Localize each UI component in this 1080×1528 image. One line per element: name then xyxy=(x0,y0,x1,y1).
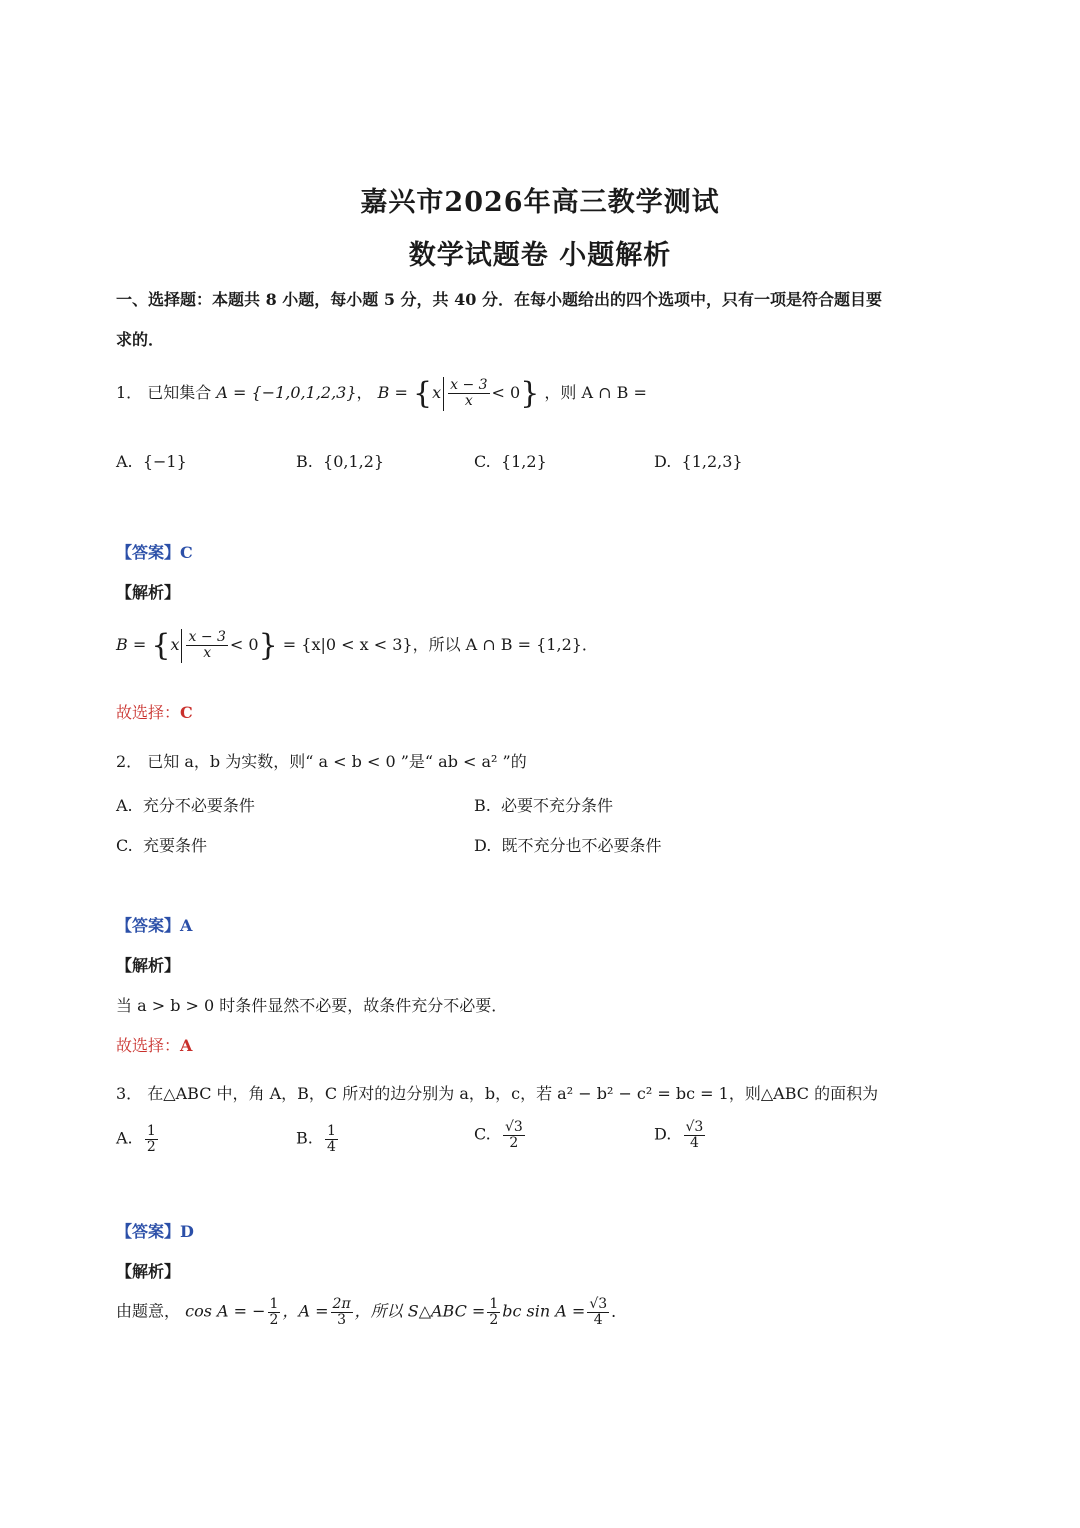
q1-answer-tag: 【答案】 xyxy=(116,543,181,562)
q1-lt0: < 0 xyxy=(491,383,521,402)
q3-sol-cos-den: 2 xyxy=(269,1311,279,1328)
q3-answer-tag: 【答案】 xyxy=(116,1222,181,1241)
q1-choose xyxy=(116,700,193,723)
q3-option-c-num: √3 xyxy=(504,1119,523,1135)
q1-sol-lt0: < 0 xyxy=(229,635,259,654)
q3-option-d-letter: D. xyxy=(654,1124,672,1144)
q2-answer-tag: 【答案】 xyxy=(116,916,181,935)
q3-option-b-fraction xyxy=(325,1124,338,1154)
q1-x: x xyxy=(432,383,442,402)
q1-option-c-letter: C. xyxy=(474,452,491,471)
q1-option-d-letter: D. xyxy=(654,452,672,471)
q2-solution: 当 a > b > 0 时条件显然不必要，故条件充分不必要． xyxy=(116,996,508,1015)
question-2-stem xyxy=(116,749,527,772)
q3-sol-s-den: 2 xyxy=(489,1311,499,1328)
q2-number: 2． xyxy=(116,752,143,771)
q1-sol-x: x xyxy=(170,635,180,654)
section-heading-line2: 求的． xyxy=(116,330,165,349)
q1-option-b-text: {0,1,2} xyxy=(323,452,385,471)
q2-option-b-text: 必要不充分条件 xyxy=(501,796,614,815)
q3-option-b-letter: B. xyxy=(296,1128,313,1148)
q3-sol-result-num: √3 xyxy=(589,1296,608,1312)
q2-option-b xyxy=(474,793,613,816)
page-title: 嘉兴市2026年高三教学测试 xyxy=(360,187,720,218)
q3-number: 3． xyxy=(116,1084,143,1103)
page-subtitle: 数学试题卷 小题解析 xyxy=(408,240,672,271)
q3-sol-result-fraction xyxy=(587,1297,609,1327)
q3-option-c-letter: C. xyxy=(474,1124,491,1144)
q1-sol-b: B = xyxy=(116,635,147,654)
q1-tail: ，则 A ∩ B = xyxy=(544,383,647,402)
q1-sol-rest: = {x|0 < x < 3}，所以 A ∩ B = {1,2}． xyxy=(282,635,598,654)
q3-analysis-tag: 【解析】 xyxy=(116,1262,181,1281)
q3-option-a-num: 1 xyxy=(146,1123,156,1139)
q3-option-a xyxy=(116,1124,160,1154)
q1-sol-brace-close: } xyxy=(258,628,278,663)
question-1-stem xyxy=(116,376,647,411)
q2-answer xyxy=(116,913,192,936)
q1-brace-open: { xyxy=(412,376,433,411)
q1-option-a-letter: A. xyxy=(116,452,133,471)
q1-option-c xyxy=(474,452,547,471)
q3-option-d-num: √3 xyxy=(685,1119,704,1135)
q3-option-d xyxy=(654,1120,707,1150)
q3-answer-value: D xyxy=(180,1222,194,1241)
q1-b-eq: B = xyxy=(377,383,408,402)
q2-option-d-letter: D. xyxy=(474,836,492,855)
q3-sol-bc: bc sin A = xyxy=(502,1301,586,1321)
q3-sol-end: ． xyxy=(611,1301,628,1321)
q3-sol-cos-fraction xyxy=(268,1297,281,1327)
q3-option-c-den: 2 xyxy=(509,1134,519,1151)
q3-sol-pre: 由题意， xyxy=(116,1301,181,1321)
q1-set-a: A = {−1,0,1,2,3} xyxy=(216,383,357,402)
q3-option-c-fraction xyxy=(503,1120,525,1150)
q2-option-a xyxy=(116,793,255,816)
q1-solution xyxy=(116,628,598,663)
q1-sol-frac-num: x − 3 xyxy=(188,629,226,646)
q3-sol-a: ，A = xyxy=(282,1301,329,1321)
q2-choose xyxy=(116,1033,192,1056)
q2-option-b-letter: B. xyxy=(474,796,491,815)
q1-option-b-letter: B. xyxy=(296,452,313,471)
q3-option-b xyxy=(296,1124,340,1154)
q1-option-b xyxy=(296,452,384,471)
q1-bar xyxy=(443,377,444,411)
q3-option-d-den: 4 xyxy=(689,1134,699,1151)
q1-option-a xyxy=(116,452,187,471)
q3-sol-a-den: 3 xyxy=(337,1311,347,1328)
q2-option-d xyxy=(474,833,662,856)
q3-sol-mid: ，所以 S△ABC = xyxy=(354,1301,486,1321)
q2-option-c-text: 充要条件 xyxy=(142,836,207,855)
q1-sol-bar xyxy=(181,629,182,663)
q3-sol-a-fraction xyxy=(331,1297,353,1327)
q2-option-d-text: 既不充分也不必要条件 xyxy=(501,836,662,855)
q3-sol-s-num: 1 xyxy=(489,1296,499,1312)
q3-option-c xyxy=(474,1120,527,1150)
q3-option-b-den: 4 xyxy=(327,1138,336,1155)
q1-pre: 已知集合 xyxy=(147,383,212,402)
q1-option-a-text: {−1} xyxy=(142,452,187,471)
q1-option-d-text: {1,2,3} xyxy=(681,452,743,471)
q1-sol-frac-den: x xyxy=(203,645,212,661)
q3-option-d-fraction xyxy=(684,1120,706,1150)
q2-analysis-tag: 【解析】 xyxy=(116,956,181,975)
q3-option-b-num: 1 xyxy=(327,1123,336,1139)
q3-stem-text: 在△ABC 中，角 A，B，C 所对的边分别为 a，b，c，若 a² − b² − c² = bc = 1，则△ABC 的面积为 xyxy=(147,1084,879,1103)
q2-choose-value: A xyxy=(180,1036,193,1055)
q3-solution xyxy=(116,1297,627,1327)
q3-sol-s-fraction xyxy=(487,1297,500,1327)
q1-sol-fraction xyxy=(186,630,227,660)
q1-sol-brace-open: { xyxy=(151,628,171,663)
q1-fraction xyxy=(448,378,489,408)
q3-sol-cos: cos A = − xyxy=(185,1301,266,1321)
q1-frac-num: x − 3 xyxy=(450,377,488,394)
q1-frac-den: x xyxy=(464,393,473,409)
q1-choose-label: 故选择： xyxy=(116,703,181,722)
q3-option-a-fraction xyxy=(145,1124,158,1154)
q2-option-c-letter: C. xyxy=(116,836,133,855)
q1-analysis-tag: 【解析】 xyxy=(116,583,181,602)
q1-option-c-text: {1,2} xyxy=(500,452,547,471)
q2-option-a-text: 充分不必要条件 xyxy=(142,796,255,815)
q3-sol-result-den: 4 xyxy=(593,1311,603,1328)
q1-answer-value: C xyxy=(180,543,193,562)
q1-number: 1． xyxy=(116,383,143,402)
q1-brace-close: } xyxy=(520,376,540,411)
q2-stem-text: 已知 a，b 为实数，则“ a < b < 0 ”是“ ab < a² ”的 xyxy=(147,752,527,771)
q2-option-c xyxy=(116,833,207,856)
question-3-stem xyxy=(116,1081,878,1104)
q3-answer xyxy=(116,1219,194,1242)
q2-answer-value: A xyxy=(180,916,193,935)
q1-option-d xyxy=(654,452,743,471)
q2-option-a-letter: A. xyxy=(116,796,133,815)
q1-choose-value: C xyxy=(180,703,193,722)
section-heading-line1: 一、选择题：本题共 8 小题，每小题 5 分，共 40 分．在每小题给出的四个选项中，只有一项是符合题目要 xyxy=(116,290,882,309)
q3-option-a-den: 2 xyxy=(146,1138,156,1155)
q1-answer xyxy=(116,540,193,563)
q2-choose-label: 故选择： xyxy=(116,1036,181,1055)
q3-sol-a-num: 2π xyxy=(332,1296,351,1312)
q1-comma: ， xyxy=(356,383,373,402)
q3-option-a-letter: A. xyxy=(116,1128,133,1148)
q3-sol-cos-num: 1 xyxy=(269,1296,279,1312)
